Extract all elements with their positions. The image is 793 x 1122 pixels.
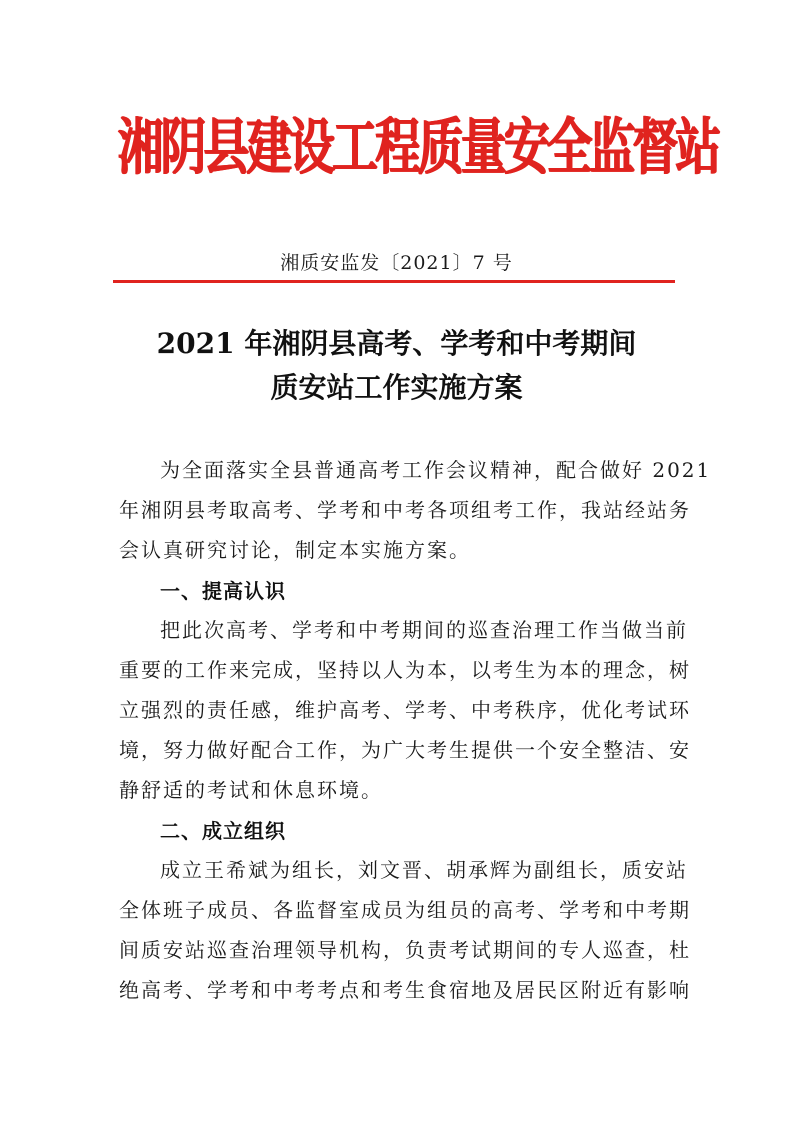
section-1-line-3: 立强烈的责任感，维护高考、学考、中考秩序，优化考试环: [119, 698, 691, 722]
section-1-line-2: 重要的工作来完成，坚持以人为本，以考生为本的理念，树: [119, 658, 691, 682]
section-1-line-5: 静舒适的考试和休息环境。: [119, 778, 383, 802]
section-2-line-3: 间质安站巡查治理领导机构，负责考试期间的专人巡查，杜: [119, 938, 691, 962]
section-2-heading: 二、成立组织: [160, 819, 286, 843]
red-divider-line: [113, 280, 675, 283]
document-number: 湘质安监发〔2021〕7 号: [280, 252, 513, 274]
section-2-line-2: 全体班子成员、各监督室成员为组员的高考、学考和中考期: [119, 898, 691, 922]
intro-line-1: 为全面落实全县普通高考工作会议精神，配合做好 2021: [160, 458, 712, 482]
section-1-heading: 一、提高认识: [160, 579, 286, 603]
masthead-org-name: 湘阴县建设工程质量安全监督站: [118, 111, 719, 183]
intro-line-2: 年湘阴县考取高考、学考和中考各项组考工作，我站经站务: [119, 498, 691, 522]
section-1-line-1: 把此次高考、学考和中考期间的巡查治理工作当做当前: [160, 618, 688, 642]
section-1-line-4: 境，努力做好配合工作，为广大考生提供一个安全整洁、安: [119, 738, 691, 762]
document-title-line-2: 质安站工作实施方案: [270, 371, 523, 404]
document-title-line-1: 2021 年湘阴县高考、学考和中考期间: [156, 327, 637, 360]
section-2-line-4: 绝高考、学考和中考考点和考生食宿地及居民区附近有影响: [119, 978, 691, 1002]
intro-line-3: 会认真研究讨论，制定本实施方案。: [119, 538, 471, 562]
section-2-line-1: 成立王希斌为组长，刘文晋、胡承辉为副组长，质安站: [160, 858, 688, 882]
